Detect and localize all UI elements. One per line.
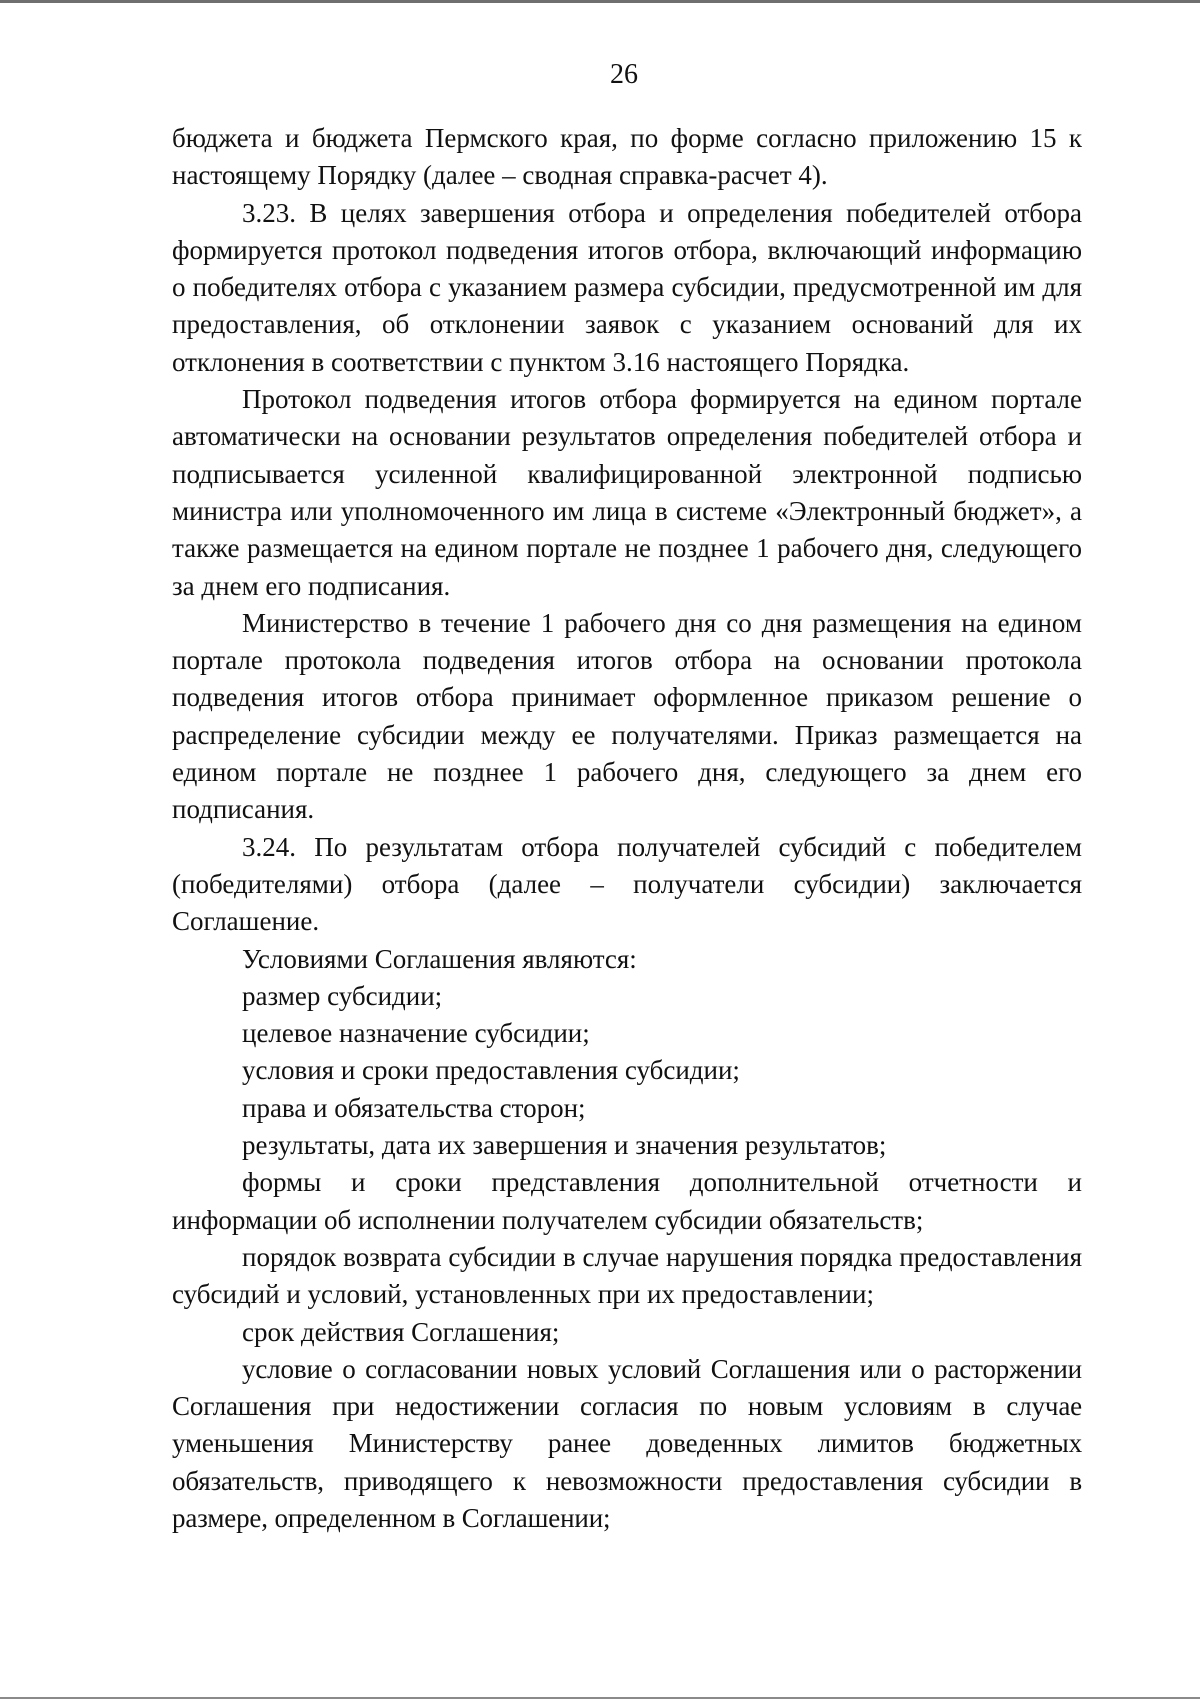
scan-top-edge — [0, 0, 1200, 3]
list-item-rights: права и обязательства сторон; — [242, 1092, 586, 1123]
list-item-purpose: целевое назначение субсидии; — [242, 1018, 590, 1049]
scan-bottom-edge — [0, 1697, 1200, 1699]
paragraph-continuation: бюджета и бюджета Пермского края, по форме согласно приложению 15 к настоящему Порядку (далее – сводная справка-расчет 4). — [172, 123, 1082, 191]
list-item-reporting: формы и сроки представления дополнительной отчетности и информации об исполнении получателем субсидии обязательств; — [172, 1167, 1082, 1235]
paragraph-3-24: 3.24. По результатам отбора получателей субсидий с победителем (победителями) отбора (далее – получатели субсидии) заключается Соглашение. — [172, 831, 1082, 937]
list-item-terms: условия и сроки предоставления субсидии; — [242, 1055, 740, 1086]
paragraph-conditions-heading: Условиями Соглашения являются: — [242, 943, 637, 974]
list-item-new-conditions: условие о согласовании новых условий Соглашения или о расторжении Соглашения при недостижении согласия по новым условиям в случае уменьшения Министерству ранее доведенных лимитов бюджетных обязательств, приводящего к невозможности предоставления субсидии в размере, определенном в Соглашении; — [172, 1353, 1082, 1533]
list-item-subsidy-size: размер субсидии; — [242, 980, 443, 1011]
page-number: 26 — [610, 59, 638, 90]
list-item-validity: срок действия Соглашения; — [242, 1316, 560, 1347]
paragraph-3-23: 3.23. В целях завершения отбора и определения победителей отбора формируется протокол подведения итогов отбора, включающий информацию о победителях отбора с указанием размера субсидии, предусмотренной им для предоставления, об отклонении заявок с указанием оснований для их отклонения в соответствии с пунктом 3.16 настоящего Порядка. — [172, 197, 1082, 377]
list-item-results: результаты, дата их завершения и значения результатов; — [242, 1130, 887, 1161]
document-body — [172, 120, 1082, 1537]
paragraph-ministry-decision: Министерство в течение 1 рабочего дня со дня размещения на едином портале протокола подведения итогов отбора на основании протокола подведения итогов отбора принимает оформленное приказом решение о распределение субсидии между ее получателями. Приказ размещается на едином портале не позднее 1 рабочего дня, следующего за днем его подписания. — [172, 607, 1082, 825]
list-item-refund: порядок возврата субсидии в случае нарушения порядка предоставления субсидий и условий, установленных при их предоставлении; — [172, 1241, 1082, 1310]
paragraph-protocol: Протокол подведения итогов отбора формируется на едином портале автоматически на основании результатов определения победителей отбора и подписывается усиленной квалифицированной электронной подписью министра или уполномоченного им лица в системе «Электронный бюджет», а также размещается на едином портале не позднее 1 рабочего дня, следующего за днем его подписания. — [172, 384, 1082, 601]
